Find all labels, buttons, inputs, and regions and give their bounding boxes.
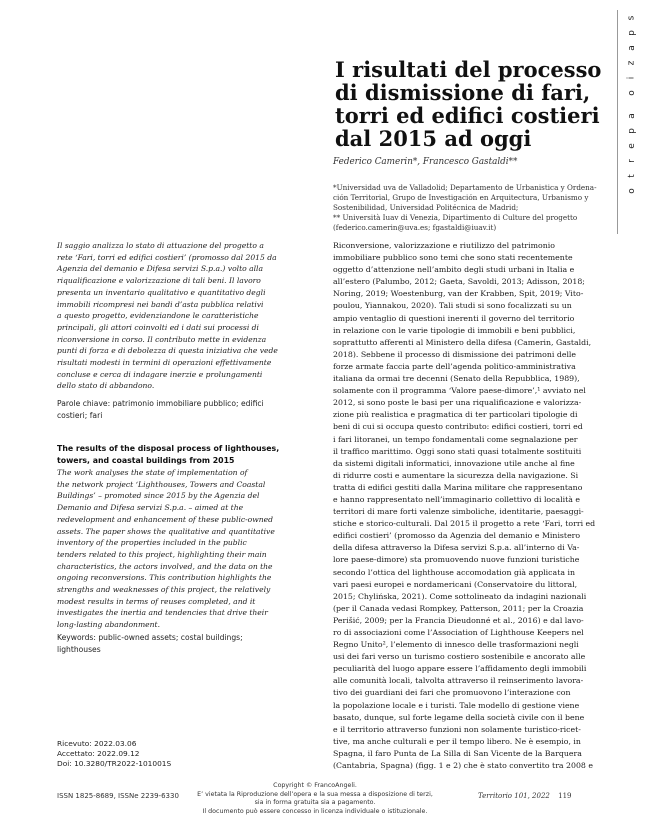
affiliation-line: *Universidad uva de Valladolid; Departamento de Urbanistica y Ordena- [333, 183, 597, 192]
affiliations [333, 183, 608, 233]
abstract-line: riconversione in corso. Il contributo mette in evidenza [57, 334, 267, 344]
section-label-letter: t [626, 174, 637, 178]
body-line: Spagna, il faro Punta de La Silla di San Vicente de la Barquera [333, 748, 582, 758]
abstract-line: assets. The paper shows the qualitative and quantitative [57, 526, 275, 536]
body-line: stiche e storico-culturali. Dal 2015 il progetto a rete ‘Fari, torri ed [333, 519, 596, 529]
abstract-line: The work analyses the state of implementation of [57, 468, 248, 477]
abstract-line: the network project ‘Lighthouses, Towers and Coastal [57, 479, 266, 489]
section-label-letter: e [626, 143, 637, 149]
abstract-line: dello stato di abbandono. [57, 381, 155, 391]
abstract-line: characteristics, the actors involved, and the data on the [57, 561, 273, 571]
journal-footer [478, 792, 572, 800]
section-label-letter: i [626, 76, 637, 80]
abstract-line: a questo progetto, evidenziandone le caratteristiche [57, 311, 259, 321]
body-line: in relazione con le varie tipologie di immobili e beni pubblici, [333, 325, 576, 335]
body-line: lore paese-dimore) sta promuovendo nuove funzioni turistiche [333, 555, 580, 565]
section-label-letter: p [626, 128, 637, 134]
body-line: Noring, 2019; Woestenburg, van der Krabben, Spit, 2019; Vito- [333, 289, 584, 299]
body-line: basato, dunque, sul forte legame della società civile con il bene [333, 712, 585, 722]
body-line: beni di cui si occupa questo contributo: edifici costieri, torri ed [333, 422, 583, 432]
body-line: 2015; Chylińska, 2021). Come sottolineato da indagini nazionali [333, 591, 587, 601]
body-line: territori di mare forti valenze simboliche, identitarie, paesaggi- [333, 507, 584, 517]
section-label-letter: o [626, 188, 637, 194]
body-line: della difesa attraverso la Difesa servizi S.p.a. all’interno di Va- [333, 543, 580, 553]
body-text [333, 240, 609, 772]
abstract-line: Agenzia del demanio e Difesa servizi S.p.a.) volto alla [57, 264, 264, 274]
body-line: all’estero (Palumbo, 2012; Gaeta, Savoldi, 2013; Adisson, 2018; [333, 277, 585, 287]
body-line: la popolazione locale e i turisti. Tale modello di gestione viene [333, 700, 580, 710]
body-line: oggetto d’attenzione nell’ambito degli studi urbani in Italia e [333, 265, 575, 275]
body-line: solamente con il programma ‘Valore paese-dimore’,¹ avviato nel [333, 386, 586, 396]
article-title: I risultati del processo di dismissione di fari, torri ed edifici costieri dal 2015 ad oggi [335, 57, 602, 151]
abstract-line: Buildings’ – promoted since 2015 by the Agenzia del [57, 491, 260, 501]
body-line: poulou, Yiannakou, 2020). Tali studi si sono focalizzati su un [333, 301, 572, 311]
abstract-line: investigates the inertia and tendencies that drive their [57, 608, 268, 618]
keywords-line: costieri; fari [57, 410, 103, 420]
issn: ISSN 1825-8689, ISSNe 2239-6330 [57, 792, 179, 800]
affiliation-line: ción Territorial, Grupo de Investigación en Arquitectura, Urbanismo y [333, 193, 589, 202]
body-line: i fari litoranei, un tempo fondamentali come segnalazione per [333, 434, 578, 444]
body-line: 2012, si sono poste le basi per una riqualificazione e valorizza- [333, 398, 582, 408]
section-label-letter: p [626, 30, 637, 36]
body-line: secondo l’ottica del lighthouse accomodation già applicata in [333, 567, 575, 577]
abstract-line: inventory of the properties included in the public [57, 538, 247, 548]
body-line: ro di associazioni come l’Association of Lighthouse Keepers nel [333, 628, 584, 637]
english-title-line: The results of the disposal process of lighthouses, [57, 444, 280, 453]
abstract-english [57, 467, 317, 631]
accepted-date: Accettato: 2022.09.12 [57, 748, 140, 758]
authors: Federico Camerin*, Francesco Gastaldi** [333, 157, 518, 167]
body-line: (per il Canada vedasi Rompkey, Patterson, 2011; per la Croazia [333, 603, 584, 613]
copyright-line: sia in forma gratuita sia a pagamento. [254, 799, 376, 806]
body-line: zione più realistica e pragmatica di ter particolari tipologie di [333, 410, 578, 420]
body-line: italiana da ormai tre decenni (Senato della Repubblica, 1989), [333, 374, 580, 384]
body-line: e hanno rappresentato nell’immaginario collettivo di località e [333, 494, 581, 504]
received-date: Ricevuto: 2022.03.06 [57, 739, 137, 748]
abstract-line: concluse e cerca di indagare inerzie e prolungamenti [57, 369, 263, 379]
body-line: 2018). Sebbene il processo di dismissione dei patrimoni delle [333, 349, 577, 359]
abstract-line: rete ‘Fari, torri ed edifici costieri’ (promosso dal 2015 da [57, 252, 277, 262]
body-line: tivo dei guardiani dei fari che promuovono l’interazione con [333, 688, 571, 698]
journal-name: Territorio 101, 2022 [478, 792, 550, 800]
body-line: il traffico marittimo. Oggi sono stati quasi totalmente sostituiti [333, 446, 582, 456]
body-line: (Cantabria, Spagna) (figg. 1 e 2) che è stato convertito tra 2008 e [333, 761, 593, 771]
keywords-line: Parole chiave: patrimonio immobiliare pubblico; edifici [57, 399, 264, 408]
body-line: tive, ma anche culturali e per il tempo libero. Ne è esempio, in [333, 736, 581, 746]
copyright-line: Il documento può essere concesso in licenza individuale o istituzionale. [202, 807, 428, 815]
body-line: peculiarità del luogo appare essere l’affidamento degli immobili [333, 664, 587, 674]
abstract-line: tenders related to this project, highlighting their main [57, 549, 267, 559]
section-label-letter: s [626, 15, 637, 21]
copyright-line: Copyright © FrancoAngeli. [273, 782, 357, 789]
keywords-line: lighthouses [57, 644, 101, 654]
abstract-line: risultati modesti in termini di operazioni effettivamente [57, 358, 272, 368]
affiliation-line: ** Università Iuav di Venezia, Dipartimento di Culture del progetto [333, 213, 578, 222]
body-line: soprattutto afferenti al Ministero della difesa (Camerin, Gastaldi, [333, 337, 592, 347]
abstract-line: redevelopment and enhancement of these public-owned [57, 514, 274, 524]
abstract-line: Demanio and Difesa servizi S.p.a. – aimed at the [57, 503, 244, 513]
abstract-line: ongoing reconversions. This contribution highlights the [57, 573, 272, 583]
abstract-line: principali, gli attori coinvolti ed i dati sui processi di [57, 322, 259, 332]
abstract-line: presenta un inventario qualitativo e quantitativo degli [57, 287, 266, 297]
abstract-line: long-lasting abandonment. [57, 620, 160, 630]
section-label-letter: z [626, 60, 637, 66]
page-number: 119 [558, 792, 572, 800]
body-line: Regno Unito², l’elemento di innesco delle trasformazioni negli [333, 640, 579, 650]
affiliation-line: (federico.camerin@uva.es; fgastaldi@iuav.it) [333, 223, 497, 232]
body-line: usi dei fari verso un turismo costiero sostenibile e ancorato alle [333, 652, 586, 662]
body-line: tratta di edifici gestiti dalla Marina militare che rappresentano [333, 482, 583, 492]
body-line: alle comunità locali, talvolta attraverso il reinserimento lavora- [333, 676, 584, 686]
body-line: da sistemi digitali informatici, innovazione utile anche al fine [333, 458, 575, 468]
body-line: e il territorio attraverso funzioni non solamente turistico-ricet- [333, 724, 581, 734]
abstract-line: punti di forza e di debolezza di questa iniziativa che vede [57, 346, 278, 356]
section-label-letter: a [626, 45, 637, 51]
abstract-line: Il saggio analizza lo stato di attuazione del progetto a [57, 241, 264, 250]
section-label-letter: r [626, 159, 637, 163]
abstract-italian [57, 240, 317, 392]
body-line: Perišić, 2009; per la Francia Dieudonné et al., 2016) e dal lavo- [333, 615, 584, 625]
english-title-line: towers, and coastal buildings from 2015 [57, 455, 235, 465]
body-line: immobiliare pubblico sono temi che sono stati recentemente [333, 253, 573, 263]
body-line: edifici costieri’ (promosso da Agenzia del demanio e Ministero [333, 531, 581, 541]
body-line: Riconversione, valorizzazione e riutilizzo del patrimonio [333, 241, 555, 250]
keywords-english [57, 632, 317, 655]
body-line: forze armate faccia parte dell’agenda politico-amministrativa [333, 361, 576, 371]
english-title [57, 443, 317, 466]
abstract-line: strengths and weaknesses of this project, the relatively [57, 585, 271, 595]
section-label-letter: a [626, 113, 637, 119]
body-line: vari paesi europei e nordamericani (Conservatoire du littoral, [333, 579, 578, 589]
keywords-italian [57, 398, 317, 421]
abstract-line: riqualificazione e valorizzazione di tali beni. Il lavoro [57, 276, 261, 286]
abstract-line: immobili ricompresi nei bandi d’asta pubblica relativi [57, 299, 264, 309]
keywords-line: Keywords: public-owned assets; costal buildings; [57, 633, 243, 642]
affiliation-line: Sostenibilidad, Universidad Politécnica de Madrid; [333, 203, 519, 212]
publication-dates [57, 739, 257, 768]
abstract-line: modest results in terms of reuses completed, and it [57, 596, 256, 606]
body-line: di ridurre costi e aumentare la sicurezza della navigazione. Si [333, 470, 579, 480]
section-label-letter [628, 104, 636, 105]
body-line: ampio ventaglio di questioni inerenti il governo del territorio [333, 313, 575, 323]
copyright-notice [195, 782, 435, 816]
section-label-vertical [617, 10, 646, 234]
section-label-letter: o [626, 90, 637, 96]
copyright-line: E’ vietata la Riproduzione dell’opera e la sua messa a disposizione di terzi, [197, 790, 433, 798]
doi: Doi: 10.3280/TR2022-101001S [57, 758, 172, 768]
